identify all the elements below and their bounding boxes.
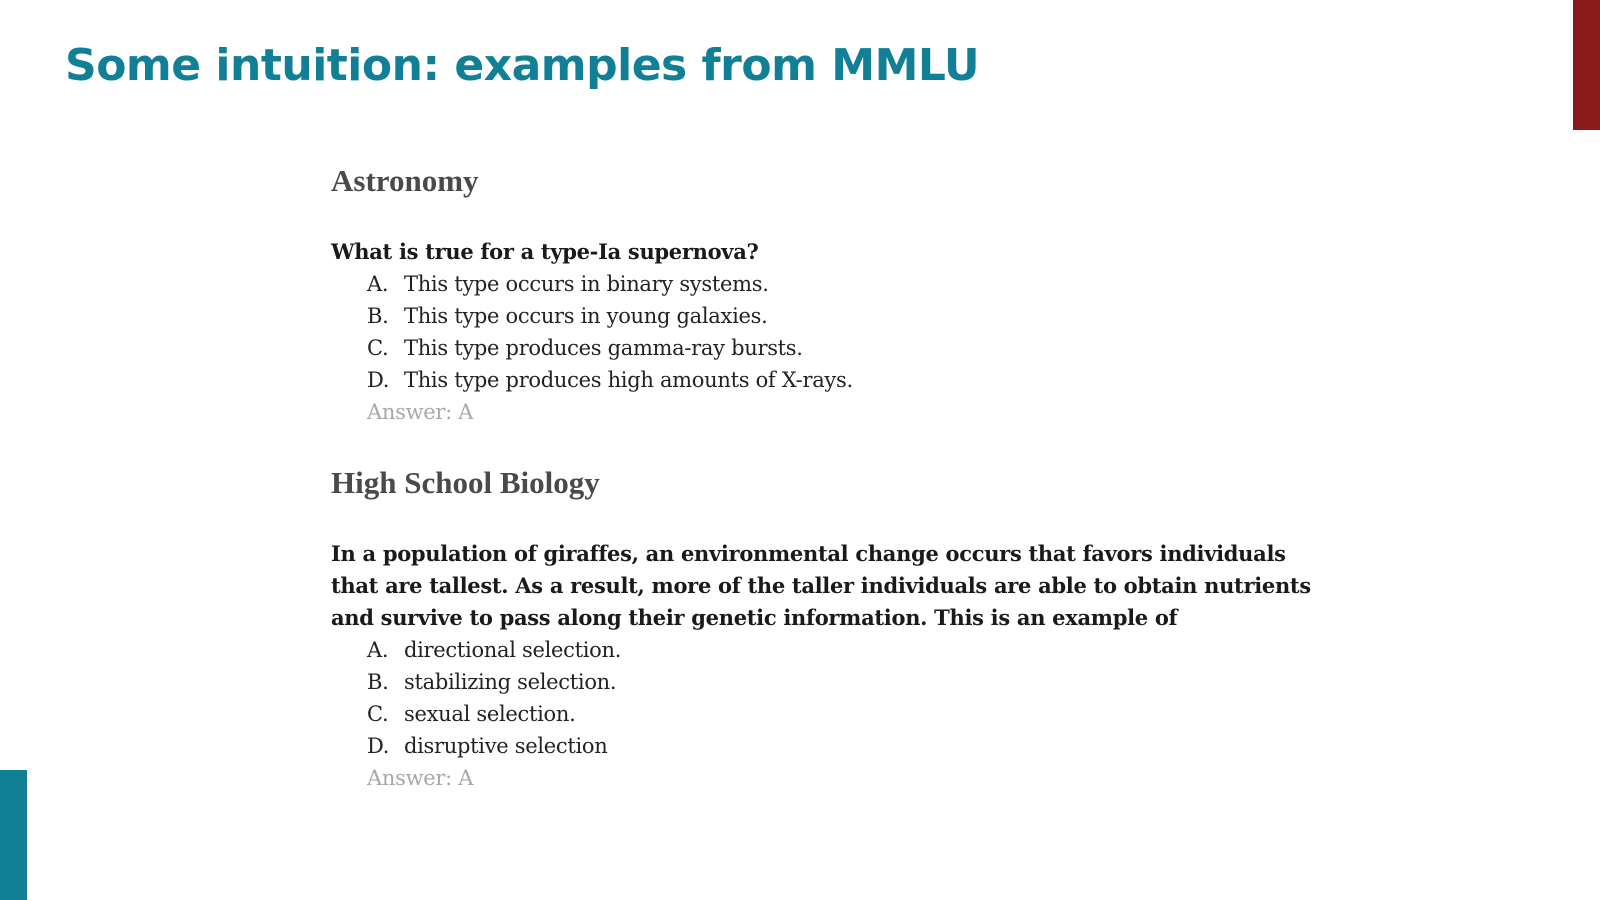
option-letter: A. [367,272,389,296]
slide-title: Some intuition: examples from MMLU [65,40,980,91]
option-letter: C. [367,702,389,726]
option-item [367,364,1331,396]
question-text: What is true for a type-Ia supernova? [331,239,759,264]
option-text: This type occurs in binary systems. [404,272,769,296]
option-text: directional selection. [404,638,622,662]
accent-bar-left [0,770,27,900]
option-text: stabilizing selection. [404,670,617,694]
option-item [367,332,1331,364]
option-letter: C. [367,336,389,360]
option-text: disruptive selection [404,734,608,758]
option-list [331,634,1331,762]
answer-text: Answer: A [367,766,474,790]
option-item [367,666,1331,698]
option-text: This type produces gamma-ray bursts. [404,336,803,360]
option-item [367,634,1331,666]
section-heading: Astronomy [331,163,479,198]
option-letter: A. [367,638,389,662]
option-item [367,698,1331,730]
option-text: This type produces high amounts of X-rays. [404,368,853,392]
option-item [367,268,1331,300]
answer-text: Answer: A [367,400,474,424]
section-astronomy [331,160,1331,428]
option-letter: B. [367,670,389,694]
option-letter: D. [367,734,390,758]
option-item [367,730,1331,762]
section-high-school-biology [331,462,1331,794]
accent-bar-right [1573,0,1600,130]
option-letter: D. [367,368,390,392]
option-text: This type occurs in young galaxies. [404,304,768,328]
option-text: sexual selection. [404,702,576,726]
option-letter: B. [367,304,389,328]
section-heading: High School Biology [331,465,600,500]
option-list [331,268,1331,396]
question-text: In a population of giraffes, an environmental change occurs that favors individuals that are tallest. As a result, more of the taller individuals are able to obtain nutrients and survive to pass along their genetic information. This is an example of [331,541,1311,630]
option-item [367,300,1331,332]
slide-content [331,160,1331,794]
